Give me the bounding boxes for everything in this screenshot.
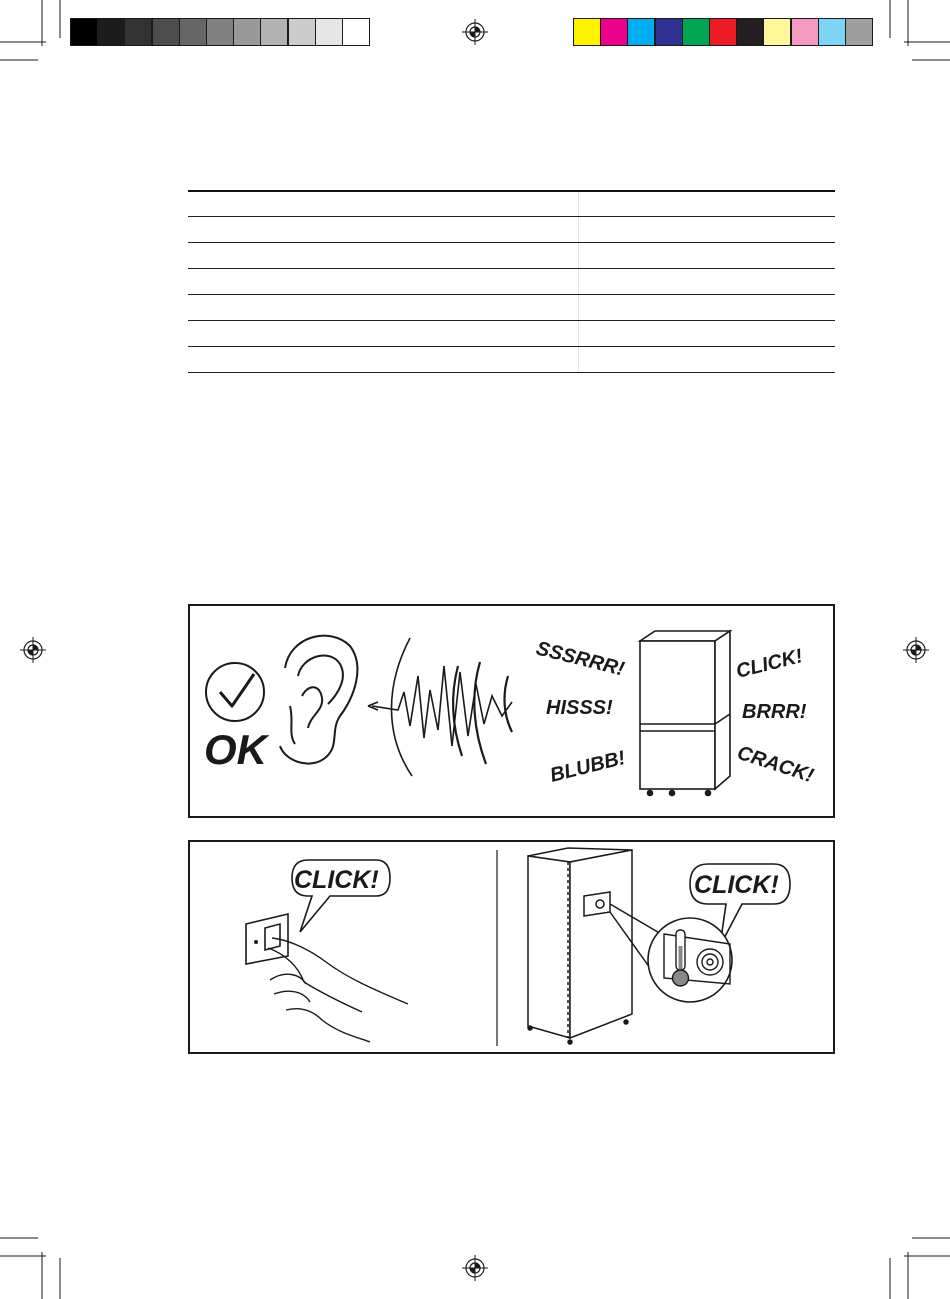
- color-swatch: [600, 18, 628, 46]
- sound-crack: CRACK!: [734, 741, 817, 788]
- sound-wave-icon: [368, 638, 512, 776]
- table-row-rule: [188, 320, 835, 321]
- registration-mark-icon: [462, 19, 488, 45]
- sound-hisss: HISSS!: [546, 697, 613, 719]
- registration-mark-icon: [462, 1255, 488, 1281]
- color-swatch: [818, 18, 846, 46]
- sound-click: CLICK!: [733, 645, 805, 683]
- color-swatch: [736, 18, 764, 46]
- color-swatch: [655, 18, 683, 46]
- gray-swatch: [206, 18, 234, 46]
- gray-swatch: [342, 18, 370, 46]
- table-bottom-rule: [188, 372, 835, 373]
- table-header-rule: [188, 190, 835, 192]
- normal-noises-illustration: [188, 604, 835, 818]
- fridge-icon: [640, 631, 730, 796]
- thermostat-detail: [648, 918, 732, 1002]
- color-swatch: [573, 18, 601, 46]
- ear-icon: [280, 636, 357, 764]
- gray-swatch: [70, 18, 98, 46]
- table-column-divider: [578, 192, 579, 372]
- table-row-rule: [188, 294, 835, 295]
- switch-click-label: CLICK!: [294, 866, 379, 894]
- color-swatch: [627, 18, 655, 46]
- gray-swatch: [97, 18, 125, 46]
- gray-swatch: [124, 18, 152, 46]
- speech-bubble: [292, 860, 390, 932]
- hand-icon: [268, 938, 408, 1042]
- table-row-rule: [188, 346, 835, 347]
- color-swatch: [709, 18, 737, 46]
- registration-mark-icon: [903, 637, 929, 663]
- gray-swatch: [233, 18, 261, 46]
- ok-label: OK: [204, 726, 267, 773]
- color-swatch: [791, 18, 819, 46]
- gray-swatch: [152, 18, 180, 46]
- sound-sssrrr: SSSRRR!: [533, 637, 627, 681]
- table-row-rule: [188, 216, 835, 217]
- sound-brrr: BRRR!: [742, 701, 807, 723]
- checkmark-icon: [206, 663, 264, 721]
- gray-swatch: [179, 18, 207, 46]
- table-row-rule: [188, 242, 835, 243]
- switch-click-illustration: [188, 840, 835, 1054]
- sound-blubb: BLUBB!: [547, 746, 628, 787]
- gray-swatch: [260, 18, 288, 46]
- registration-mark-icon: [20, 637, 46, 663]
- table-row-rule: [188, 268, 835, 269]
- thermostat-click-label: CLICK!: [694, 871, 779, 899]
- gray-swatch: [288, 18, 316, 46]
- gray-swatch: [315, 18, 343, 46]
- color-swatch: [682, 18, 710, 46]
- color-swatch: [845, 18, 873, 46]
- freezer-icon: [528, 848, 668, 1044]
- color-swatch: [763, 18, 791, 46]
